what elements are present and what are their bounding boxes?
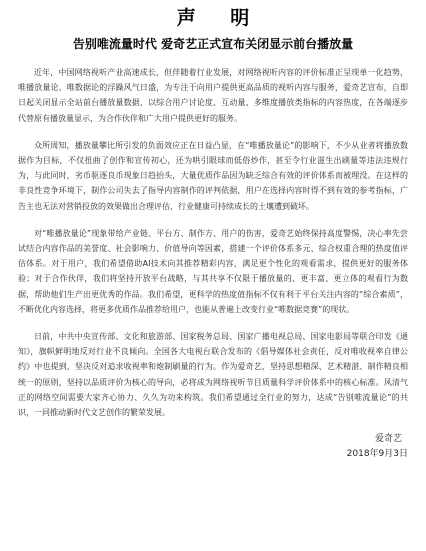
signature-company: 爱奇艺: [374, 434, 402, 445]
document-subtitle: 告别唯流量时代 爱奇艺正式宣布关闭显示前台播放量: [72, 37, 354, 51]
paragraph-problem: 众所周知，播放量攀比所引发的负面效应正在日益凸显，在“唯播放量论”的影响下，不少从业者将播放数据作为目标，不仅扭曲了创作和宣传初心，还为哄引眼球而低俗炒作，甚至令行业滋生出刷量等违法违规行为，与此同时，劣币驱逐良币现象日趋抬头，大量优质作品因为缺乏综合有效的评价体系而被埋没。在这样的非良性竞争环境下，制作公司失去了指导内容制作的评判依据，用户在选择内容时得不到有效的参考指标，广告主也无法对营销投放的效果做出合理评估，行业健康可持续成长的土壤遭到破坏。: [18, 140, 408, 211]
paragraph-commitment: 对“唯播放量论”现象带给产业链、平台方、制作方、用户的伤害，爱奇艺始终保持高度警惕，决心率先尝试结合内容作品的美誉度、社会影响力、价值导向等因素，搭建一个评价体系多元、综合权重合理的热度值评估体系。对于用户，我们希望借助AI技术向其推荐精彩内容，满足更个性化的观看需求，提供更好的服务体验；对于合作伙伴，我们将坚持开放平台战略，与其共享不仅限于播放量的、更丰富、更立体的观看行为数据，帮助他们生产出更优秀的作品。我们希望，更科学的热度值指标不仅有利于平台关注内容的“综合素质”，不断优化内容选择，将更多优质作品推荐给用户，也能从普遍上改变行业“唯数据竞赛”的现状。: [18, 228, 408, 314]
signature-date: 2018年9月3日: [346, 449, 408, 460]
document-title: 声 明: [176, 7, 264, 29]
paragraph-intro: 近年，中国网络视听产业高速成长，但伴随着行业发展，对网络视听内容的评价标准正呈现单一化趋势，唯播放量论、唯数据论的浮躁风气日盛，为专注于向用户提供更高品质的视听内容与服务，爱奇艺宣布，自即日起关闭显示全站前台播放量数据，以综合用户讨论度、互动量、多维度播放类指标的内容热度，在各端逐步代替原有播放量显示，为合作伙伴和广大用户提供更好的服务。: [18, 68, 408, 123]
paragraph-policy: 日前，中共中央宣传部、文化和旅游部、国家税务总局、国家广播电视总局、国家电影局等联合印发《通知》，旗帜鲜明地反对行业不良倾向。全国各大电视台联合发布的《倡导媒体社会责任，反对唯收视率自律公约》中也提到，坚决反对追求收视率和炮制刷量的行为。作为爱奇艺，坚持思想精深、艺术精湛、制作精良相统一的原则，坚持以品质评价为核心的导向，必将成为网络视听节目质量科学评价体系中的核心标准。风清气正的网络空间需要大家齐心协力、久久为功来构筑。我们希望通过全行业的努力，达成“告别唯流量论”的共识，一同推动新时代文艺创作的繁荣发展。: [18, 332, 408, 418]
